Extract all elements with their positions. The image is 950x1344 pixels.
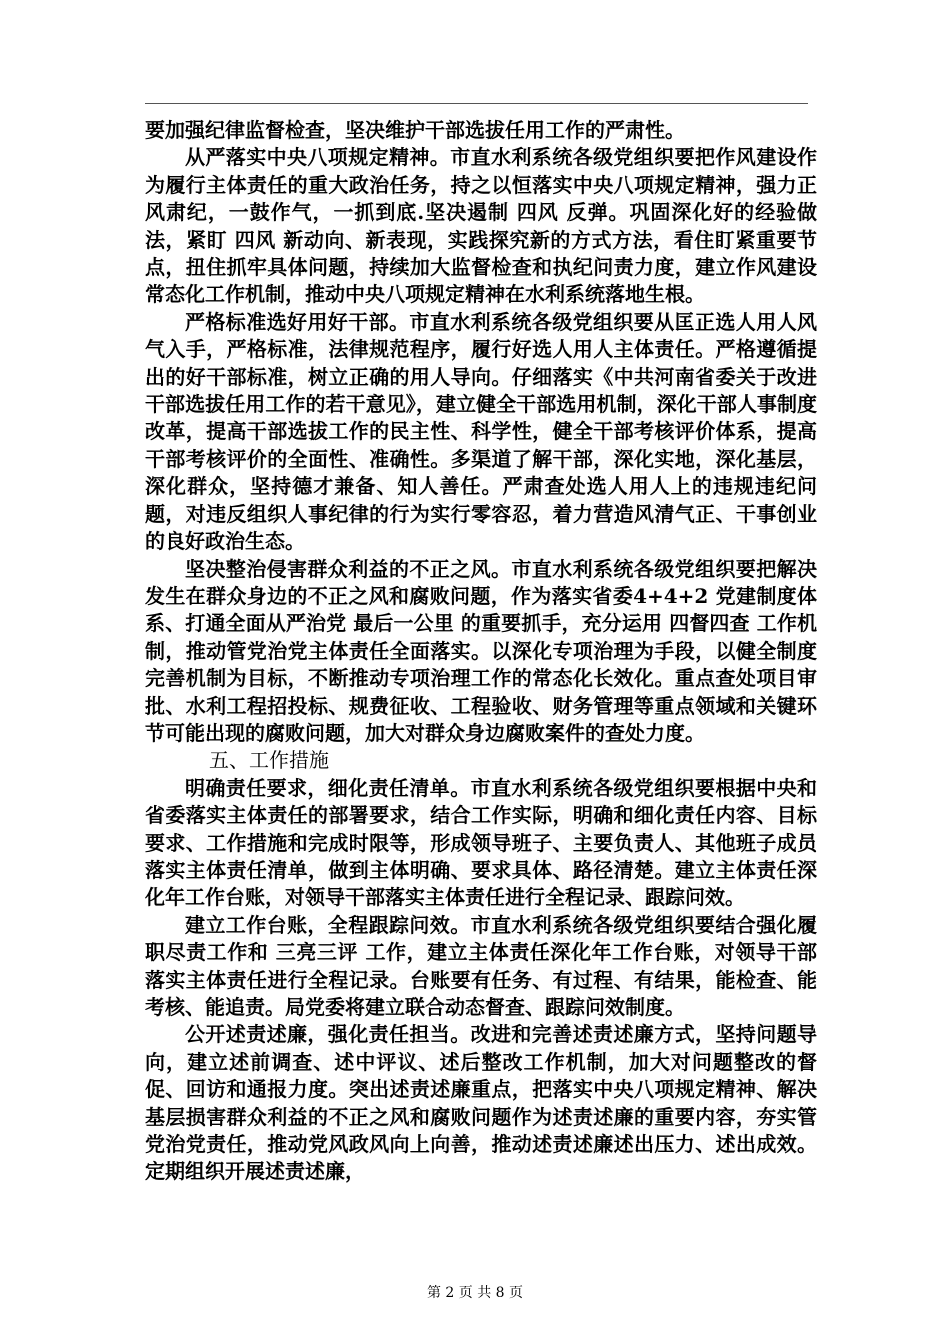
document-body — [145, 117, 817, 1186]
paragraph-eight-rules: 从严落实中央八项规定精神。市直水利系统各级党组织要把作风建设作为履行主体责任的重大政治任务，持之以恒落实中央八项规定精神，强力正风肃纪，一鼓作气，一抓到底.坚决遏制 四风 反弹。巩固深化好的经验做法，紧盯 四风 新动向、新表现，实践探究新的方式方法，看住盯紧重要节点，扭住抓牢具体问题，持续加大监督检查和执纪问责力度，建立作风建设常态化工作机制，推动中央八项规定精神在水利系统落地生根。 — [145, 145, 817, 307]
header-rule — [145, 103, 808, 104]
paragraph-work-ledger: 建立工作台账，全程跟踪问效。市直水利系统各级党组织要结合强化履职尽责工作和 三亮三评 工作，建立主体责任深化年工作台账，对领导干部落实主体责任进行全程记录。台账要有任务、有过程、有结果，能检查、能考核、能追责。局党委将建立联合动态督查、跟踪问效制度。 — [145, 912, 817, 1019]
paragraph-rectify-misconduct: 坚决整治侵害群众利益的不正之风。市直水利系统各级党组织要把解决发生在群众身边的不正之风和腐败问题，作为落实省委4+4+2 党建制度体系、打通全面从严治党 最后一公里 的重要抓手，充分运用 四督四查 工作机制，推动管党治党主体责任全面落实。以深化专项治理为手段，以健全制度完善机制为目标，不断推动专项治理工作的常态化长效化。重点查处项目审批、水利工程招投标、规费征收、工程验收、财务管理等重点领域和关键环节可能出现的腐败问题，加大对群众身边腐败案件的查处力度。 — [145, 556, 817, 745]
paragraph-public-report: 公开述责述廉，强化责任担当。改进和完善述责述廉方式，坚持问题导向，建立述前调查、述中评议、述后整改工作机制，加大对问题整改的督促、回访和通报力度。突出述责述廉重点，把落实中央八项规定精神、解决基层损害群众利益的不正之风和腐败问题作为述责述廉的重要内容，夯实管党治党责任，推动党风政风向上向善，推动述责述廉述出压力、述出成效。定期组织开展述责述廉， — [145, 1022, 817, 1184]
section-heading-work-measures: 五、工作措施 — [209, 748, 329, 773]
paragraph-responsibility-list: 明确责任要求，细化责任清单。市直水利系统各级党组织要根据中央和省委落实主体责任的部署要求，结合工作实际，明确和细化责任内容、目标要求、工作措施和完成时限等，形成领导班子、主要负责人、其他班子成员落实主体责任清单，做到主体明确、要求具体、路径清楚。建立主体责任深化年工作台账，对领导干部落实主体责任进行全程记录、跟踪问效。 — [145, 775, 817, 910]
paragraph-continuation: 要加强纪律监督检查，坚决维护干部选拔任用工作的严肃性。 — [145, 118, 685, 142]
paragraph-select-cadres: 严格标准选好用好干部。市直水利系统各级党组织要从匡正选人用人风气入手，严格标准，法律规范程序，履行好选人用人主体责任。严格遵循提出的好干部标准，树立正确的用人导向。仔细落实《中共河南省委关于改进干部选拔任用工作的若干意见》，建立健全干部选用机制，深化干部人事制度改革，提高干部选拔工作的民主性、科学性，健全干部考核评价体系，提高干部考核评价的全面性、准确性。多渠道了解干部，深化实地，深化基层，深化群众，坚持德才兼备、知人善任。严肃查处选人用人上的违规违纪问题，对违反组织人事纪律的行为实行零容忍，着力营造风清气正、干事创业的良好政治生态。 — [145, 309, 817, 554]
page-number-footer: 第 2 页 共 8 页 — [426, 1285, 524, 1301]
